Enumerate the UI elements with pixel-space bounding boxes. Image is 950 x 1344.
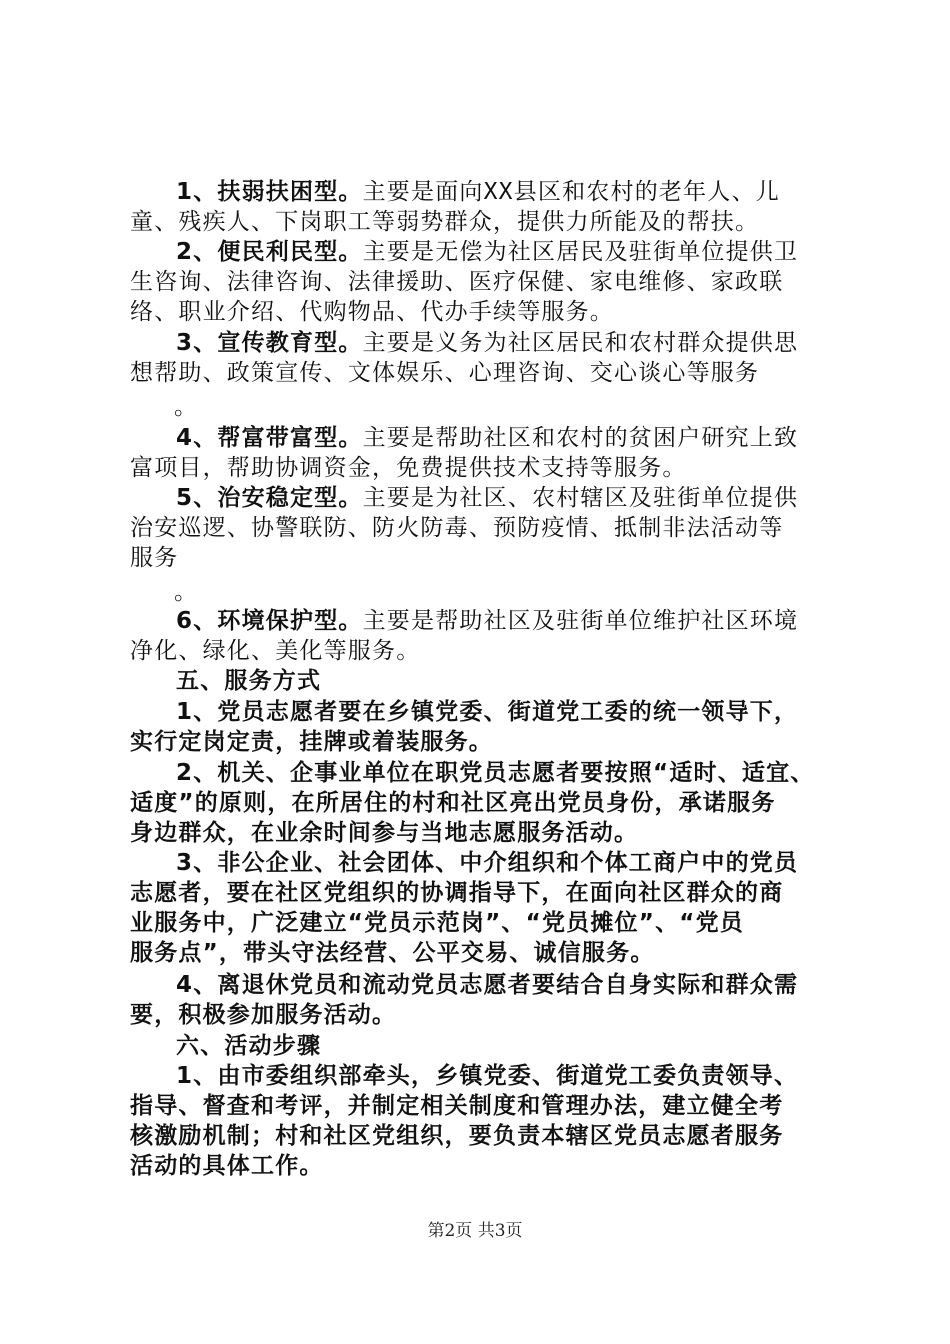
paragraph-line bbox=[130, 453, 687, 483]
item-text: 指导、督查和考评，并制定相关制度和管理办法，建立健全考 bbox=[130, 1093, 784, 1119]
paragraph-line bbox=[176, 970, 798, 1000]
item-lead: 2、便民利民型。 bbox=[176, 239, 363, 265]
paragraph-line bbox=[176, 1061, 798, 1091]
paragraph-line bbox=[130, 1151, 324, 1181]
item-text: 要，积极参加服务活动。 bbox=[130, 1002, 397, 1028]
item-lead: 1、扶弱扶困型。 bbox=[176, 179, 363, 205]
paragraph-line bbox=[176, 237, 798, 267]
paragraph-line bbox=[130, 207, 759, 237]
paragraph-line bbox=[130, 878, 783, 908]
item-text: 。 bbox=[174, 579, 199, 605]
paragraph-line bbox=[130, 513, 783, 543]
paragraph-line bbox=[130, 908, 744, 938]
item-text: 服务 bbox=[130, 545, 179, 571]
paragraph-line bbox=[130, 818, 638, 848]
item-lead: 5、治安稳定型。 bbox=[176, 485, 363, 511]
paragraph-line bbox=[130, 267, 783, 297]
section-heading bbox=[176, 1031, 321, 1061]
page-footer: 第2页 共3页 bbox=[427, 1221, 523, 1241]
paragraph-line bbox=[130, 1121, 783, 1151]
item-text: 主要是为社区、农村辖区及驻街单位提供 bbox=[362, 485, 799, 511]
item-text: 主要是帮助社区和农村的贫困户研究上致 bbox=[362, 425, 799, 451]
item-text: 2、机关、企事业单位在职党员志愿者要按照“适时、适宜、 bbox=[176, 760, 815, 786]
item-text: 。 bbox=[174, 394, 199, 420]
paragraph-line bbox=[130, 727, 493, 757]
item-text: 主要是帮助社区及驻街单位维护社区环境 bbox=[362, 608, 799, 634]
item-text: 适度”的原则，在所居住的村和社区亮出党员身份，承诺服务 bbox=[130, 790, 776, 816]
item-text: 主要是义务为社区居民和农村群众提供思 bbox=[362, 330, 799, 356]
paragraph-line bbox=[130, 358, 759, 388]
item-text: 活动的具体工作。 bbox=[130, 1153, 324, 1179]
item-text: 服务点”，带头守法经营、公平交易、诚信服务。 bbox=[130, 940, 655, 966]
paragraph-line bbox=[176, 606, 798, 636]
paragraph-line bbox=[130, 297, 614, 327]
paragraph-line bbox=[130, 938, 655, 968]
item-text: 富项目，帮助协调资金，免费提供技术支持等服务。 bbox=[130, 455, 687, 481]
item-text: 童、残疾人、下岗职工等弱势群众，提供力所能及的帮扶。 bbox=[130, 209, 760, 235]
item-lead: 3、宣传教育型。 bbox=[176, 330, 363, 356]
paragraph-line bbox=[130, 543, 178, 573]
item-text: 3、非公企业、社会团体、中介组织和个体工商户中的党员 bbox=[176, 850, 799, 876]
item-text: 净化、绿化、美化等服务。 bbox=[130, 638, 421, 664]
paragraph-line bbox=[176, 423, 798, 453]
item-text: 1、由市委组织部牵头，乡镇党委、街道党工委负责领导、 bbox=[176, 1063, 799, 1089]
item-text: 志愿者，要在社区党组织的协调指导下，在面向社区群众的商 bbox=[130, 880, 784, 906]
item-text: 主要是无偿为社区居民及驻街单位提供卫 bbox=[362, 239, 799, 265]
item-lead: 4、帮富带富型。 bbox=[176, 425, 363, 451]
paragraph-line bbox=[130, 1091, 783, 1121]
item-text: 生咨询、法律咨询、法律援助、医疗保健、家电维修、家政联 bbox=[130, 269, 784, 295]
section-heading-text: 六、活动步骤 bbox=[176, 1033, 322, 1059]
paragraph-line bbox=[176, 483, 798, 513]
paragraph-line bbox=[174, 577, 198, 607]
paragraph-line bbox=[176, 697, 798, 727]
paragraph-line bbox=[176, 328, 798, 358]
paragraph-line bbox=[174, 392, 198, 422]
item-text: 业服务中，广泛建立“党员示范岗”、“党员摊位”、“党员 bbox=[130, 910, 744, 936]
paragraph-line bbox=[176, 177, 780, 207]
item-text: 想帮助、政策宣传、文体娱乐、心理咨询、交心谈心等服务 bbox=[130, 360, 760, 386]
item-text: 4、离退休党员和流动党员志愿者要结合自身实际和群众需 bbox=[176, 972, 799, 998]
paragraph-line bbox=[130, 1000, 396, 1030]
item-text: 实行定岗定责，挂牌或着装服务。 bbox=[130, 729, 493, 755]
paragraph-line bbox=[130, 788, 776, 818]
item-text: 核激励机制；村和社区党组织，要负责本辖区党员志愿者服务 bbox=[130, 1123, 784, 1149]
paragraph-line bbox=[176, 758, 815, 788]
item-text: 治安巡逻、协警联防、防火防毒、预防疫情、抵制非法活动等 bbox=[130, 515, 784, 541]
paragraph-line bbox=[176, 848, 798, 878]
item-text: 1、党员志愿者要在乡镇党委、街道党工委的统一领导下， bbox=[176, 699, 799, 725]
item-text: 络、职业介绍、代购物品、代办手续等服务。 bbox=[130, 299, 614, 325]
paragraph-line bbox=[130, 636, 420, 666]
item-text: 主要是面向XX县区和农村的老年人、儿 bbox=[362, 179, 780, 205]
section-heading bbox=[176, 666, 321, 696]
item-text: 身边群众，在业余时间参与当地志愿服务活动。 bbox=[130, 820, 639, 846]
item-lead: 6、环境保护型。 bbox=[176, 608, 363, 634]
section-heading-text: 五、服务方式 bbox=[176, 668, 322, 694]
